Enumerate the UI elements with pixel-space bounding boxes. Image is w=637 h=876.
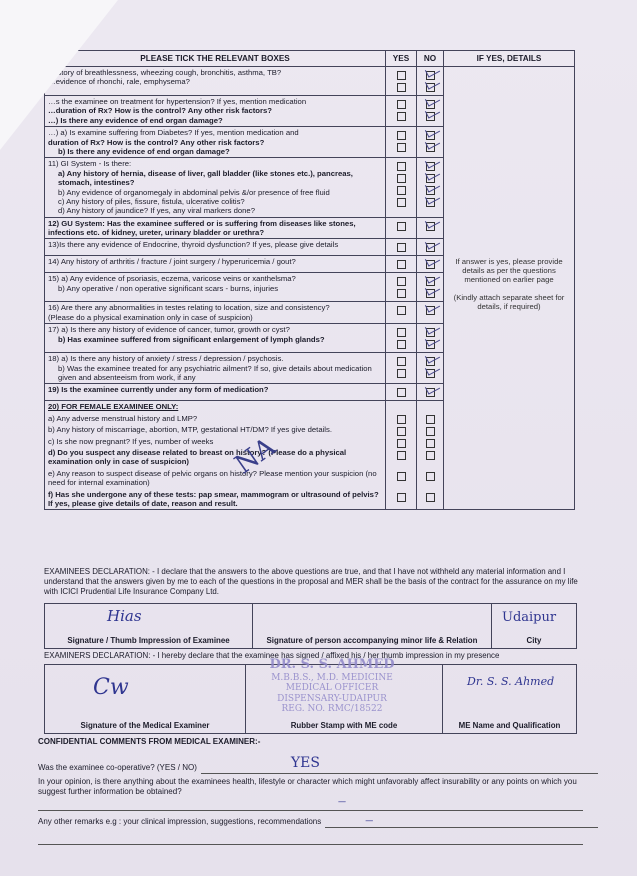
female-question-line: f) Has she undergone any of these tests: pap smear, mammogram or ultrasound of pelvis? If yes, please give details of date, reason and result. [48,489,379,508]
remarks-question: Any other remarks e.g : your clinical impression, suggestions, recommendations [38,817,322,827]
yes-checkbox[interactable] [397,83,406,92]
female-yes-checkbox[interactable] [397,439,406,448]
yes-checkbox[interactable] [397,369,406,378]
female-no-cell [417,401,444,510]
no-cell [417,302,444,324]
question-line: duration of Rx? How is the control? Any other risk factors? [48,137,265,147]
no-checkbox-ticked[interactable] [426,222,435,231]
yes-cell [386,324,417,353]
question-cell [45,353,386,384]
remarks-answer: — [325,816,598,827]
no-cell [417,256,444,273]
female-title: 20) FOR FEMALE EXAMINEE ONLY: [48,402,179,412]
question-cell [45,158,386,217]
no-checkbox-ticked[interactable] [426,112,435,121]
yes-cell [386,127,417,158]
question-line: b) Any evidence of organomegaly in abdominal pelvis &/or presence of free fluid [58,187,330,197]
question-cell [45,239,386,256]
yes-cell [386,239,417,256]
yes-checkbox[interactable] [397,174,406,183]
header-details: IF YES, DETAILS [444,51,575,67]
question-line: b) Has examinee suffered from significant enlargement of lymph glands? [58,334,325,344]
stamp-line-3: MEDICAL OFFICER [285,683,379,694]
no-cell [417,67,444,96]
female-question-line: d) Do you suspect any disease related to breast on history? (Please do a physical examination only in case of suspicion) [48,447,347,467]
question-line: …) Is there any evidence of end organ damage? [48,115,223,125]
insurability-answer: — [38,797,583,811]
yes-checkbox[interactable] [397,388,406,397]
no-cell [417,96,444,127]
question-line: …) a) Is examine suffering from Diabetes? If yes, mention medication and [48,128,299,138]
examinee-signature-row [44,603,577,649]
no-checkbox-ticked[interactable] [426,306,435,315]
no-cell [417,217,444,239]
no-cell [417,353,444,384]
no-checkbox-ticked[interactable] [426,388,435,397]
no-cell [417,273,444,302]
examiner-signature: Cw [93,675,129,700]
details-note: If answer is yes, please provide details as per the questions mentioned on earlier page [455,256,563,285]
question-line: …duration of Rx? How is the control? Any other risk factors? [48,106,272,116]
yes-checkbox[interactable] [397,243,406,252]
insurability-question: In your opinion, is there anything about the examinees health, lifestyle or character which might unfavorably affect insurability or any points on which you suggest further information be obtained? [38,776,577,796]
question-line: …istory of breathlessness, wheezing cough, bronchitis, asthma, TB? [48,68,282,77]
folded-corner [0,0,118,150]
question-line: 17) a) Is there any history of evidence of cancer, tumor, growth or cyst? [48,325,290,335]
header-question: PLEASE TICK THE RELEVANT BOXES [45,51,386,67]
female-question-cell [45,401,386,510]
yes-cell [386,302,417,324]
question-line: 12) GU System: Has the examinee suffered or is suffering from diseases like stones, infections etc. of kidney, ureter, urinary bladder or urethra? [48,218,356,238]
stamp-line-4: DISPENSARY-UDAIPUR [277,693,387,704]
yes-checkbox[interactable] [397,340,406,349]
question-line: d) Any history of jaundice? If yes, any viral markers done? [58,206,255,216]
question-line: 11) GI System - Is there: [48,159,132,169]
confidential-title: CONFIDENTIAL COMMENTS FROM MEDICAL EXAMINER:- [38,737,261,746]
yes-checkbox[interactable] [397,357,406,366]
city-value: Udaipur [502,610,557,625]
female-no-checkbox[interactable] [426,415,435,424]
no-cell [417,324,444,353]
female-yes-checkbox[interactable] [397,472,406,481]
female-no-checkbox[interactable] [426,451,435,460]
cooperative-question: Was the examinee co-operative? (YES / NO) [38,763,197,773]
female-question-line: b) Any history of miscarriage, abortion, MTP, gestational HT/DM? If yes give details. [48,425,332,435]
header-no: NO [417,51,444,67]
female-yes-checkbox[interactable] [397,427,406,436]
remarks-extra-line [38,828,583,845]
stamp-line-5: REG. NO. RMC/18522 [281,703,383,714]
yes-checkbox[interactable] [397,198,406,207]
question-line: b) Was the examinee treated for any psychiatric ailment? If so, give details about medication given and absenteeism from work, if any [58,363,372,383]
yes-checkbox[interactable] [397,289,406,298]
yes-cell [386,256,417,273]
female-question-line: c) Is she now pregnant? If yes, number of weeks [48,436,214,446]
remarks-row [38,816,598,827]
question-cell [45,217,386,239]
question-cell [45,273,386,302]
examiners-declaration: EXAMINERS DECLARATION: - I hereby declare that the examinee has signed / affixed his / her thumb impression in my presence [44,651,500,660]
question-line: a) Any history of hernia, disease of liver, gall bladder (like stones etc.), pancreas, stomach, intestines? [58,168,353,188]
cooperative-answer: YES [201,754,598,773]
city-cell [492,604,576,648]
stamp-line-1: DR. S. S. AHMED [269,657,395,672]
examiner-signature-cell [45,665,246,733]
details-cell [444,67,575,510]
yes-cell [386,353,417,384]
yes-cell [386,67,417,96]
question-line: 15) a) Any evidence of psoriasis, eczema, varicose veins or xanthelsma? [48,274,296,284]
minor-signature-label: Signature of person accompanying minor life & Relation [266,636,478,645]
table-row [45,67,575,96]
examiner-signature-label: Signature of the Medical Examiner [80,721,210,730]
cooperative-question-row [38,754,598,773]
no-cell [417,127,444,158]
female-yes-cell [386,401,417,510]
stamp-line-2: M.B.B.S., M.D. MEDICINE [271,672,393,683]
yes-checkbox[interactable] [397,100,406,109]
female-yes-checkbox[interactable] [397,451,406,460]
question-line: (Please do a physical examination only in case of suspicion) [48,312,253,322]
question-cell [45,384,386,401]
no-checkbox-ticked[interactable] [426,260,435,269]
no-checkbox-ticked[interactable] [426,143,435,152]
examinee-signature: Hias [107,607,142,625]
question-line: 14) Any history of arthritis / fracture / joint surgery / hyperuricemia / gout? [48,257,296,267]
questionnaire-table [44,50,575,510]
female-yes-checkbox[interactable] [397,493,406,502]
examinee-signature-cell [45,604,253,648]
no-cell [417,239,444,256]
female-no-checkbox[interactable] [426,427,435,436]
female-no-checkbox[interactable] [426,472,435,481]
question-line: c) Any history of piles, fissure, fistula, ulcerative colitis? [58,196,245,206]
question-line: 18) a) Is there any history of anxiety / stress / depression / psychosis. [48,354,284,364]
no-checkbox-ticked[interactable] [426,340,435,349]
examinee-signature-label: Signature / Thumb Impression of Examinee [67,636,230,645]
question-line: b) Is there any evidence of end organ damage? [58,146,230,156]
female-question-line: a) Any adverse menstrual history and LMP? [48,413,198,423]
me-name-value: Dr. S. S. Ahmed [467,675,555,688]
yes-cell [386,384,417,401]
yes-checkbox[interactable] [397,162,406,171]
female-no-checkbox[interactable] [426,493,435,502]
details-attach-note: (Kindly attach separate sheet for details, if required) [453,292,565,312]
yes-cell [386,217,417,239]
yes-checkbox[interactable] [397,277,406,286]
yes-cell [386,273,417,302]
yes-checkbox[interactable] [397,222,406,231]
question-line: …s the examinee on treatment for hypertension? If yes, mention medication [48,97,307,106]
confidential-comments [38,737,598,845]
yes-cell [386,158,417,217]
yes-checkbox[interactable] [397,328,406,337]
no-cell [417,158,444,217]
city-label: City [526,636,542,645]
no-checkbox-ticked[interactable] [426,83,435,92]
yes-checkbox[interactable] [397,71,406,80]
question-cell [45,324,386,353]
minor-signature-cell [253,604,492,648]
not-applicable-mark: NA [229,432,281,481]
no-checkbox-ticked[interactable] [426,243,435,252]
female-question-line: e) Any reason to suspect disease of pelvic organs on history? Please mention your suspicion (no need for internal examination) [48,468,377,488]
yes-checkbox[interactable] [397,260,406,269]
no-cell [417,384,444,401]
no-checkbox-ticked[interactable] [426,369,435,378]
yes-checkbox[interactable] [397,306,406,315]
me-name-label: ME Name and Qualification [458,721,561,730]
female-yes-checkbox[interactable] [397,415,406,424]
question-cell [45,302,386,324]
rubber-stamp-label: Rubber Stamp with ME code [290,721,398,730]
question-line: b) Any operative / non operative significant scars - burns, injuries [58,283,279,293]
table-header [45,51,575,67]
question-line: 13)Is there any evidence of Endocrine, thyroid dysfunction? If yes, please give details [48,240,339,250]
rubber-stamp [252,658,412,714]
question-line: 16) Are there any abnormalities in testes relating to location, size and consistency? [48,303,330,313]
question-line: 19) Is the examinee currently under any form of medication? [48,385,269,395]
question-line: …evidence of rhonchi, rale, emphysema? [48,77,190,87]
examinees-declaration: EXAMINEES DECLARATION: - I declare that the answers to the above questions are true, and that I have not withheld any material information and I understand that the answers given by me to each of the questions in the proposal and MER shall be the basis of the contract for the assurance on my life with ICICI Prudential Life Insurance Company Ltd. [44,567,578,596]
yes-checkbox[interactable] [397,186,406,195]
no-checkbox-ticked[interactable] [426,198,435,207]
no-checkbox-ticked[interactable] [426,289,435,298]
female-no-checkbox[interactable] [426,439,435,448]
question-cell [45,256,386,273]
yes-checkbox[interactable] [397,131,406,140]
me-name-cell [443,665,576,733]
yes-cell [386,96,417,127]
yes-checkbox[interactable] [397,143,406,152]
yes-checkbox[interactable] [397,112,406,121]
header-yes: YES [386,51,417,67]
